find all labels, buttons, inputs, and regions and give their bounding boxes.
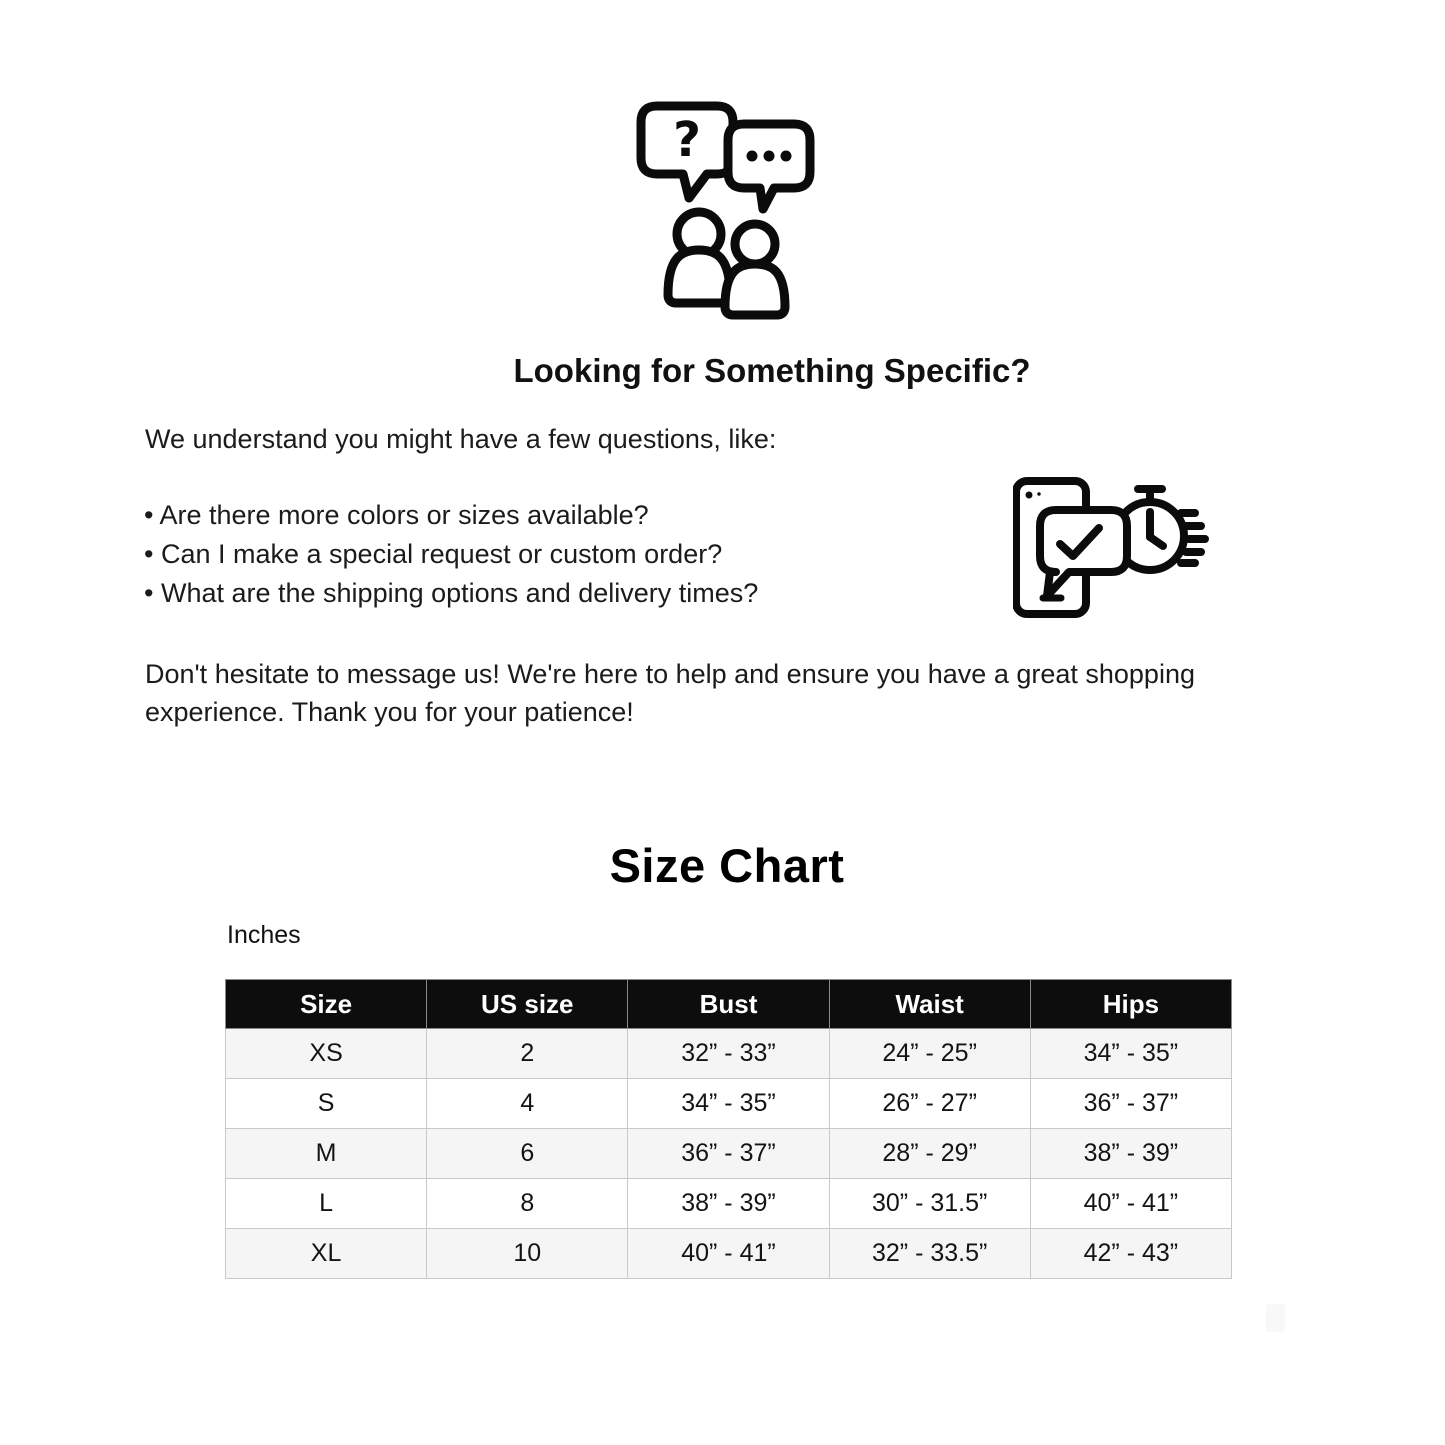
column-header-us-size: US size	[427, 980, 628, 1029]
cell-waist: 32” - 33.5”	[829, 1229, 1030, 1279]
question-item: • What are the shipping options and delivery times?	[144, 578, 759, 608]
chat-people-icon	[633, 100, 823, 320]
column-header-waist: Waist	[829, 980, 1030, 1029]
question-item: • Can I make a special request or custom order?	[144, 539, 723, 569]
table-row-xs	[226, 1029, 1232, 1079]
cell-size: M	[226, 1129, 427, 1179]
cell-size: L	[226, 1179, 427, 1229]
cell-waist: 30” - 31.5”	[829, 1179, 1030, 1229]
outro-text: Don't hesitate to message us! We're here to help and ensure you have a great shopping experience. Thank you for your patience!	[145, 659, 1195, 727]
cell-bust: 36” - 37”	[628, 1129, 829, 1179]
question-mark-glyph: ?	[673, 112, 701, 168]
person-body-icon	[668, 250, 730, 303]
cell-hips: 38” - 39”	[1030, 1129, 1231, 1179]
cell-size: XS	[226, 1029, 427, 1079]
size-chart-title: Size Chart	[609, 839, 845, 892]
intro-text: We understand you might have a few questions, like:	[145, 424, 777, 454]
cell-waist: 24” - 25”	[829, 1029, 1030, 1079]
phone-camera-dot	[1026, 492, 1033, 499]
cell-waist: 26” - 27”	[829, 1079, 1030, 1129]
cell-hips: 34” - 35”	[1030, 1029, 1231, 1079]
column-header-bust: Bust	[628, 980, 829, 1029]
stopwatch-hand	[1150, 537, 1163, 546]
units-label: Inches	[227, 921, 301, 949]
cell-bust: 40” - 41”	[628, 1229, 829, 1279]
cell-bust: 34” - 35”	[628, 1079, 829, 1129]
table-header-row	[226, 980, 1232, 1029]
cell-us-size: 4	[427, 1079, 628, 1129]
question-list	[144, 496, 758, 613]
reply-bubble-icon	[728, 124, 810, 209]
cell-bust: 38” - 39”	[628, 1179, 829, 1229]
watermark	[1266, 1304, 1285, 1332]
cell-hips: 42” - 43”	[1030, 1229, 1231, 1279]
column-header-hips: Hips	[1030, 980, 1231, 1029]
cell-size: S	[226, 1079, 427, 1129]
table-row-l	[226, 1179, 1232, 1229]
phone-camera-dot	[1037, 492, 1040, 495]
cell-us-size: 8	[427, 1179, 628, 1229]
table-row-s	[226, 1079, 1232, 1129]
cell-us-size: 10	[427, 1229, 628, 1279]
section-heading: Looking for Something Specific?	[513, 352, 1031, 389]
phone-fast-reply-icon	[1013, 474, 1213, 619]
table-row-xl	[226, 1229, 1232, 1279]
cell-bust: 32” - 33”	[628, 1029, 829, 1079]
person-body-icon	[725, 264, 785, 315]
cell-hips: 36” - 37”	[1030, 1079, 1231, 1129]
column-header-size: Size	[226, 980, 427, 1029]
cell-us-size: 6	[427, 1129, 628, 1179]
size-chart-table	[225, 979, 1232, 1279]
cell-waist: 28” - 29”	[829, 1129, 1030, 1179]
cell-size: XL	[226, 1229, 427, 1279]
typing-dots-icon	[747, 151, 792, 162]
person-head-icon	[735, 224, 775, 264]
question-item: • Are there more colors or sizes available?	[144, 500, 649, 530]
cell-hips: 40” - 41”	[1030, 1179, 1231, 1229]
table-row-m	[226, 1129, 1232, 1179]
cell-us-size: 2	[427, 1029, 628, 1079]
